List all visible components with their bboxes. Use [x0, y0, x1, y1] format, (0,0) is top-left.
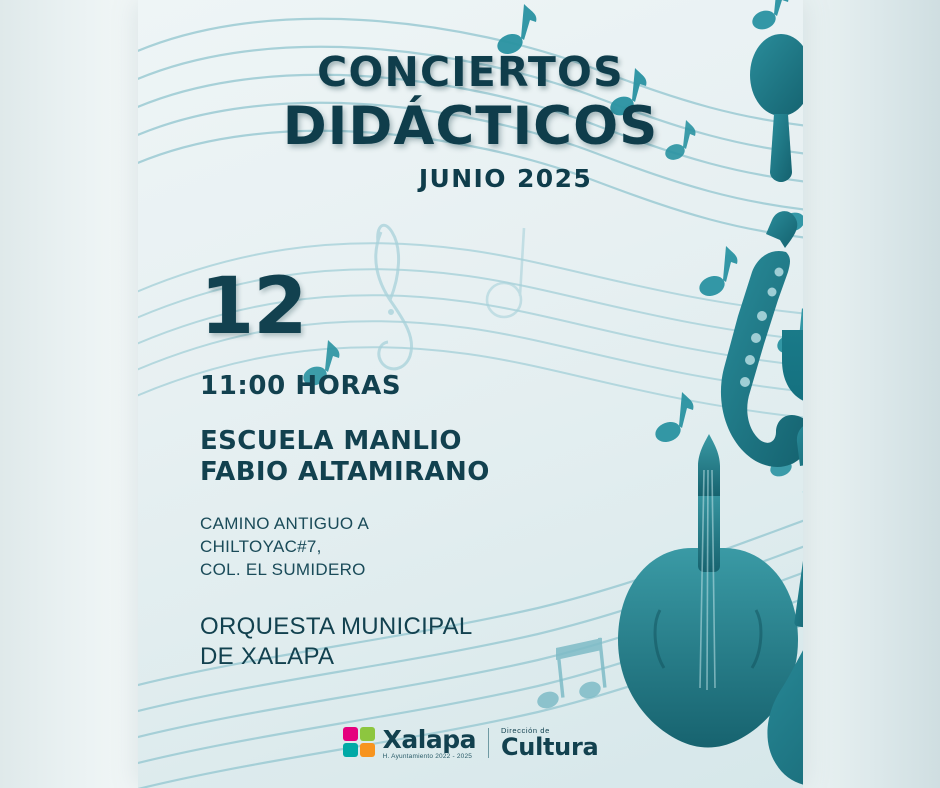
- event-venue-line1: ESCUELA MANLIO: [200, 426, 462, 457]
- poster-text-layer: [138, 0, 803, 788]
- event-venue: [200, 426, 620, 487]
- cultura-logo-top: Dirección de: [500, 725, 550, 735]
- event-time: 11:00 HORAS: [200, 371, 402, 402]
- xalapa-logo-text: [382, 724, 476, 761]
- cultura-logo: [501, 727, 598, 760]
- poster-date-label: JUNIO 2025: [418, 164, 593, 194]
- event-day-number: 12: [200, 262, 307, 352]
- xalapa-squares-icon: [343, 727, 377, 759]
- background-band-left: [0, 0, 150, 788]
- event-address-line2: CHILTOYAC#7,: [200, 537, 322, 557]
- event-address: [200, 513, 620, 582]
- event-address-line1: CAMINO ANTIGUO A: [200, 514, 370, 534]
- event-ensemble-line2: DE XALAPA: [200, 642, 335, 670]
- event-ensemble: [200, 612, 620, 671]
- concert-poster: [138, 0, 803, 788]
- event-address-line3: COL. EL SUMIDERO: [200, 560, 366, 580]
- background-band-right: [790, 0, 940, 788]
- logo-divider: [488, 728, 489, 758]
- cultura-logo-main: Cultura: [500, 732, 599, 761]
- poster-title-line2: DIDÁCTICOS: [282, 96, 659, 157]
- poster-title-block: [138, 48, 803, 194]
- poster-title-line1: CONCIERTOS: [317, 48, 624, 96]
- event-venue-line2: FABIO ALTAMIRANO: [200, 456, 490, 487]
- event-ensemble-line1: ORQUESTA MUNICIPAL: [200, 613, 473, 641]
- xalapa-logo-name: Xalapa: [382, 724, 476, 754]
- xalapa-logo-subtitle: H. Ayuntamiento 2022 - 2025: [382, 752, 473, 760]
- xalapa-logo: [343, 724, 476, 761]
- poster-footer-logos: [138, 724, 803, 761]
- poster-info-block: [200, 262, 620, 671]
